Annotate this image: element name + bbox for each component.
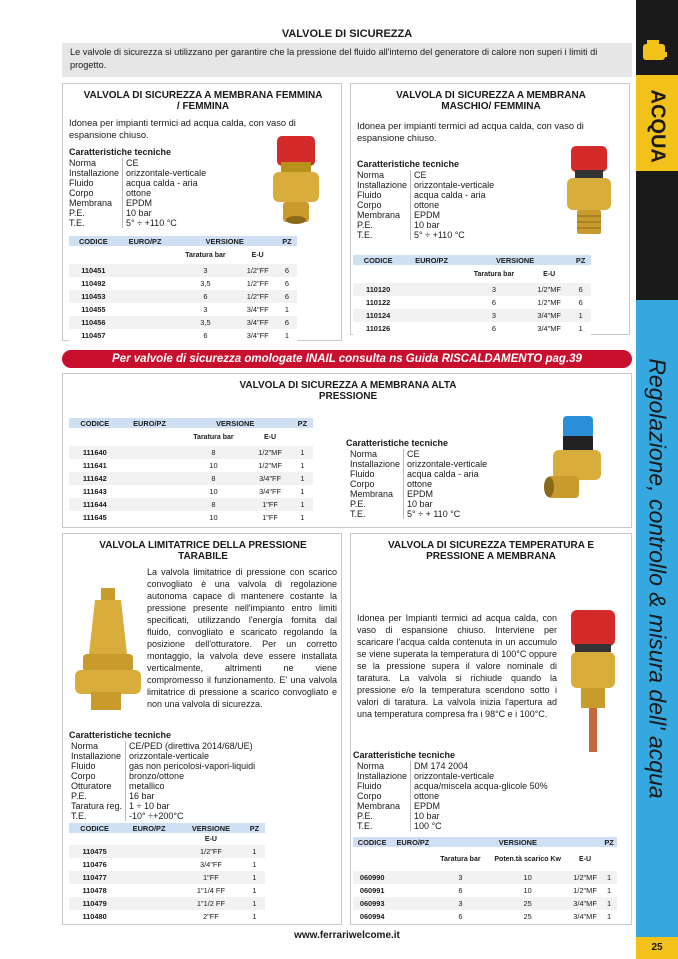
cell-pz: 1: [292, 472, 313, 485]
cell-pz: 1: [292, 498, 313, 511]
product-code: 111645: [69, 511, 121, 524]
cell-pz: 6: [277, 264, 297, 277]
table-row: [353, 871, 617, 884]
product-description: La valvola limitatrice di pressione con scarico convogliato è una valvola di regolazione autonoma capace di mantenere costante la pressione presente nell'impianto entro limiti specificati, utilizzando l'energia fornita dal fluido, convogliato e scaricato regolando la posizione dell'otturatore. Per un corretto montaggio, la valvola deve essere installata verticalmente, altrimenti ne viene compromesso il funzionamento. E' una valvola limitatrice di pressione a scarico convogliato e non una valvola di sicurezza.: [147, 567, 337, 709]
tap-icon: [641, 38, 669, 66]
page-number: 25: [636, 937, 678, 959]
product-code: 110453: [69, 290, 118, 303]
product-code: 060994: [353, 910, 391, 923]
cell-pz: 1: [570, 309, 591, 322]
product-code: 060993: [353, 897, 391, 910]
table-row: [353, 283, 591, 296]
table-row: [69, 329, 297, 342]
product-code: 110478: [69, 884, 120, 897]
cell-pz: 6: [277, 316, 297, 329]
cell-tar: 6: [434, 884, 486, 897]
intro-text: Le valvole di sicurezza si utilizzano per garantire che la pressione del fluido all'interno del generatore di calore non superi i limiti di progetto.: [62, 43, 632, 77]
cell-kw: 25: [486, 910, 569, 923]
product-code: 110451: [69, 264, 118, 277]
cell-tar: 8: [179, 446, 249, 459]
price-cell: [120, 871, 178, 884]
product-code: 111640: [69, 446, 121, 459]
table-row: [69, 498, 313, 511]
product-title: VALVOLA DI SICUREZZA A MEMBRANA ALTA PRESSIONE: [239, 380, 457, 402]
product-code: 060991: [353, 884, 391, 897]
cell-eu: 3/4"FF: [248, 472, 291, 485]
cell-eu: 1/2"FF: [178, 845, 244, 858]
spec-table: Norma DM 174 2004 Installazione orizzontale-verticale Fluido acqua/miscela acqua-glicole 50% Corpo ottone Membrana EPDM P.E. 10 bar T.E. 100 °C: [357, 761, 548, 831]
product-description: Idonea per impianti termici ad acqua calda, con vaso di espansione chiuso.: [357, 121, 584, 143]
product-code: 110455: [69, 303, 118, 316]
product-table: CODICE EURO/PZ VERSIONE PZ E-U 110475 1/2"FF 1 110476 3/4"FF 1 110477 1"FF 1 110478 1"1/4 FF 1 110479 1"1/2 FF 1 110480 2"FF 1: [69, 823, 265, 923]
cell-eu: 1/2"MF: [569, 871, 601, 884]
spec-title: Caratteristiche tecniche: [357, 159, 460, 169]
cell-pz: 1: [244, 897, 265, 910]
table-row: [69, 845, 265, 858]
cell-kw: 10: [486, 871, 569, 884]
cell-pz: 1: [601, 871, 617, 884]
cell-tar: 3: [172, 264, 238, 277]
spec-title: Caratteristiche tecniche: [346, 438, 449, 448]
cell-pz: 1: [277, 303, 297, 316]
cell-eu: 1/2"FF: [238, 290, 277, 303]
price-cell: [391, 871, 434, 884]
cell-kw: 25: [486, 897, 569, 910]
table-row: [353, 910, 617, 923]
cell-pz: 1: [292, 511, 313, 524]
price-cell: [118, 329, 173, 342]
cell-pz: 6: [570, 283, 591, 296]
cell-tar: 3: [460, 309, 528, 322]
price-cell: [391, 910, 434, 923]
product-title: VALVOLA DI SICUREZZA A MEMBRANA FEMMINA / FEMMINA: [83, 90, 323, 112]
product-box-limitatrice: [62, 533, 342, 925]
cell-pz: 1: [292, 485, 313, 498]
price-cell: [120, 897, 178, 910]
valve-image-mf: [559, 144, 619, 239]
cell-eu: 1/2"MF: [528, 283, 570, 296]
category-label: ACQUA: [646, 89, 669, 163]
table-row: [69, 316, 297, 329]
spec-table: Norma CE Installazione orizzontale-verticale Fluido acqua calda - aria Corpo ottone Membrana EPDM P.E. 10 bar T.E. 5° ÷ +110 °C: [357, 170, 495, 240]
cell-tar: 10: [179, 511, 249, 524]
table-row: [69, 871, 265, 884]
inail-banner[interactable]: Per valvole di sicurezza omologate INAIL consulta ns Guida RISCALDAMENTO pag.39: [62, 350, 632, 368]
cell-eu: 1/2"FF: [238, 277, 277, 290]
price-cell: [118, 290, 173, 303]
price-cell: [391, 897, 434, 910]
product-box-temp-pressione: [350, 533, 632, 925]
price-cell: [118, 316, 173, 329]
valve-image-limitatrice: [71, 584, 147, 714]
price-cell: [403, 322, 460, 335]
table-row: [69, 459, 313, 472]
cell-eu: 3/4"MF: [569, 910, 601, 923]
table-row: [69, 264, 297, 277]
price-cell: [121, 498, 179, 511]
cell-tar: 6: [172, 329, 238, 342]
table-row: [69, 472, 313, 485]
cell-pz: 1: [601, 884, 617, 897]
product-title: VALVOLA DI SICUREZZA TEMPERATURA E PRESSIONE A MEMBRANA: [387, 540, 595, 562]
cell-tar: 3: [434, 897, 486, 910]
cell-eu: 1/2"MF: [248, 459, 291, 472]
product-code: 110124: [353, 309, 403, 322]
price-cell: [118, 277, 173, 290]
table-row: [353, 309, 591, 322]
page-title: VALVOLE DI SICUREZZA: [281, 28, 413, 40]
cell-eu: 1"FF: [248, 511, 291, 524]
cell-eu: 2"FF: [178, 910, 244, 923]
price-cell: [403, 283, 460, 296]
price-cell: [403, 309, 460, 322]
cell-eu: 3/4"FF: [238, 303, 277, 316]
spec-title: Caratteristiche tecniche: [69, 147, 172, 157]
table-row: [353, 884, 617, 897]
footer-url[interactable]: www.ferrariwelcome.it: [294, 930, 400, 941]
product-box-ff: [62, 83, 342, 341]
section-label: Regolazione, controllo & misura dell' acqua: [644, 358, 671, 799]
table-row: [69, 858, 265, 871]
price-cell: [121, 459, 179, 472]
product-box-mf: [350, 83, 630, 335]
product-description: Idonea per impianti termici ad acqua calda, con vaso di espansione chiuso.: [69, 118, 296, 140]
product-code: 110122: [353, 296, 403, 309]
price-cell: [121, 446, 179, 459]
price-cell: [118, 303, 173, 316]
product-table: CODICE EURO/PZ VERSIONE PZ Taratura bar E-U 111640 8 1/2"MF 1 111641 10 1/2"MF 1 111642 8 3/4"FF 1 111643 10 3/4"FF 1 111644 8 1"FF 1 111645 10 1"FF 1: [69, 418, 313, 524]
cell-pz: 1: [601, 910, 617, 923]
price-cell: [121, 511, 179, 524]
price-cell: [403, 296, 460, 309]
price-cell: [120, 884, 178, 897]
price-cell: [120, 858, 178, 871]
table-row: [69, 290, 297, 303]
cell-tar: 3: [460, 283, 528, 296]
cell-pz: 1: [244, 884, 265, 897]
cell-pz: 1: [244, 858, 265, 871]
cell-tar: 6: [460, 322, 528, 335]
cell-eu: 1/2"MF: [528, 296, 570, 309]
product-description: Idonea per Impianti termici ad acqua calda, con vaso di espansione chiuso. Interviene per scaricare l'acqua calda contenuta in un accumulo se viene superata la temperatura di 100°C oppure se la pressione supera il valore nominale di taratura. La valvola si richiude quando la pressione e/o la temperatura scendono sotto i valori di taratura. La valvola inizia l'apertura ad una temperatura compresa fra i 98°C e i 100°C.: [357, 613, 557, 719]
cell-tar: 8: [179, 498, 249, 511]
cell-pz: 6: [277, 290, 297, 303]
cell-pz: 1: [292, 446, 313, 459]
table-row: [353, 897, 617, 910]
table-row: [69, 884, 265, 897]
cell-eu: 3/4"MF: [528, 322, 570, 335]
cell-eu: 3/4"FF: [248, 485, 291, 498]
cell-eu: 3/4"MF: [528, 309, 570, 322]
cell-kw: 10: [486, 884, 569, 897]
cell-eu: 1"FF: [178, 871, 244, 884]
product-code: 110492: [69, 277, 118, 290]
cell-tar: 3,5: [172, 277, 238, 290]
product-table: CODICE EURO/PZ VERSIONE PZ Taratura bar E-U 110120 3 1/2"MF 6 110122 6 1/2"MF 6 110124 3 3/4"MF 1 110126 6 3/4"MF 1: [353, 255, 591, 335]
cell-pz: 6: [570, 296, 591, 309]
cell-eu: 1"1/4 FF: [178, 884, 244, 897]
table-row: [353, 322, 591, 335]
price-cell: [118, 264, 173, 277]
table-row: [69, 910, 265, 923]
cell-tar: 10: [179, 459, 249, 472]
cell-pz: 1: [244, 871, 265, 884]
product-table: CODICE EURO/PZ VERSIONE PZ Taratura bar Poten.tà scarico Kw E-U 060990 3 10 1/2"MF 1 060991 6 10 1/2"MF 1 060993 3 25 3/4"MF 1 060994 6 25 3/4"MF 1: [353, 837, 617, 923]
cell-tar: 6: [434, 910, 486, 923]
cell-pz: 1: [244, 845, 265, 858]
table-row: [69, 511, 313, 524]
price-cell: [391, 884, 434, 897]
cell-eu: 1"FF: [248, 498, 291, 511]
cell-pz: 1: [601, 897, 617, 910]
product-title: VALVOLA LIMITATRICE DELLA PRESSIONE TARABILE: [99, 540, 307, 562]
cell-tar: 3: [172, 303, 238, 316]
cell-tar: 8: [179, 472, 249, 485]
cell-tar: 3,5: [172, 316, 238, 329]
product-table: CODICE EURO/PZ VERSIONE PZ Taratura bar E-U 110451 3 1/2"FF 6 110492 3,5 1/2"FF 6 110453 6 1/2"FF 6 110455 3 3/4"FF 1 110456 3,5 3/4"FF 6 110457 6 3/4"FF 1: [69, 236, 297, 342]
product-code: 111644: [69, 498, 121, 511]
product-code: 110126: [353, 322, 403, 335]
table-row: [69, 277, 297, 290]
spec-title: Caratteristiche tecniche: [69, 730, 172, 740]
cell-tar: 3: [434, 871, 486, 884]
cell-pz: 1: [277, 329, 297, 342]
product-code: 110477: [69, 871, 120, 884]
cell-eu: 1/2"FF: [238, 264, 277, 277]
product-code: 110120: [353, 283, 403, 296]
cell-eu: 3/4"FF: [238, 316, 277, 329]
cell-pz: 6: [277, 277, 297, 290]
cell-eu: 1/2"MF: [248, 446, 291, 459]
product-code: 110457: [69, 329, 118, 342]
table-row: [69, 485, 313, 498]
price-cell: [121, 472, 179, 485]
spec-table: Norma CE Installazione orizzontale-verticale Fluido acqua calda - aria Corpo ottone Membrana EPDM P.E. 10 bar T.E. 5° ÷ +110 °C: [69, 158, 207, 228]
spec-table: Norma CE/PED (direttiva 2014/68/UE) Installazione orizzontale-verticale Fluido gas non pericolosi-vapori-liquidi Corpo bronzo/ottone Otturatore metallico P.E. 16 bar Taratura reg. 1 ÷ 10 bar T.E. -10° ÷+200°C: [71, 741, 256, 821]
valve-image-alta-pressione: [541, 414, 611, 509]
cell-tar: 6: [460, 296, 528, 309]
table-row: [69, 303, 297, 316]
table-row: [69, 446, 313, 459]
valve-image-temp-pressione: [563, 608, 627, 758]
product-code: 110456: [69, 316, 118, 329]
product-title: VALVOLA DI SICUREZZA A MEMBRANA MASCHIO/ FEMMINA: [396, 90, 586, 112]
product-code: 110476: [69, 858, 120, 871]
product-code: 111642: [69, 472, 121, 485]
cell-eu: 3/4"FF: [178, 858, 244, 871]
product-code: 110479: [69, 897, 120, 910]
cell-pz: 1: [570, 322, 591, 335]
price-cell: [120, 845, 178, 858]
product-code: 110480: [69, 910, 120, 923]
cell-tar: 10: [179, 485, 249, 498]
table-row: [353, 296, 591, 309]
cell-eu: 1"1/2 FF: [178, 897, 244, 910]
product-code: 110475: [69, 845, 120, 858]
table-row: [69, 897, 265, 910]
product-box-alta-pressione: [62, 373, 632, 528]
cell-pz: 1: [244, 910, 265, 923]
cell-eu: 1/2"MF: [569, 884, 601, 897]
cell-eu: 3/4"FF: [238, 329, 277, 342]
price-cell: [121, 485, 179, 498]
cell-tar: 6: [172, 290, 238, 303]
valve-image-ff: [263, 132, 333, 227]
spec-title: Caratteristiche tecniche: [353, 750, 456, 760]
price-cell: [120, 910, 178, 923]
product-code: 060990: [353, 871, 391, 884]
cell-pz: 1: [292, 459, 313, 472]
cell-eu: 3/4"MF: [569, 897, 601, 910]
product-code: 111641: [69, 459, 121, 472]
product-code: 111643: [69, 485, 121, 498]
spec-table: Norma CE Installazione orizzontale-verticale Fluido acqua calda - aria Corpo ottone Membrana EPDM P.E. 10 bar T.E. 5° ÷ + 110 °C: [350, 449, 488, 519]
